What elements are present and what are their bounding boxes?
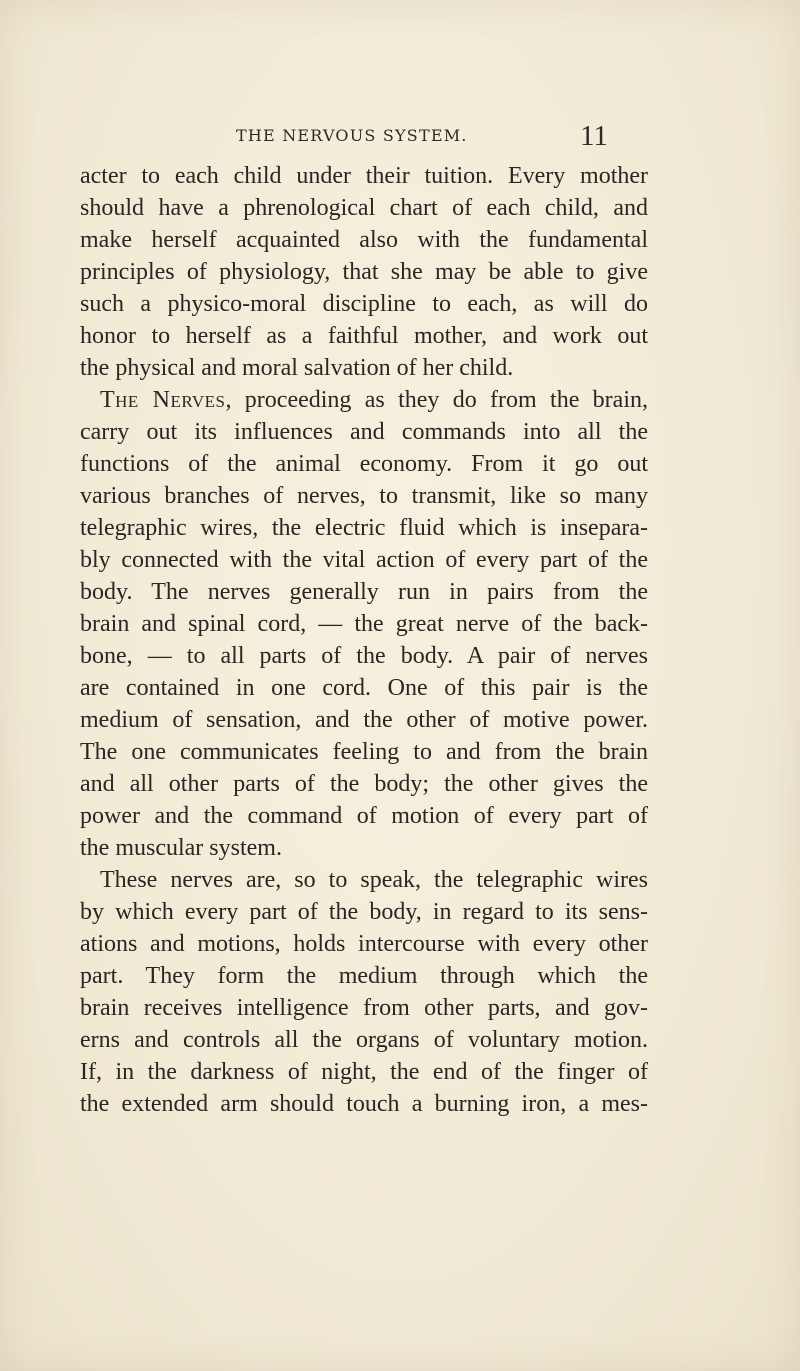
paragraph-start-line: [80, 384, 648, 416]
text-line: brain receives intelligence from other parts, and gov-: [80, 995, 648, 1021]
text-line: the muscular system.: [80, 835, 282, 861]
text-line: are contained in one cord. One of this pair is the: [80, 675, 648, 701]
text-line: bly connected with the vital action of every part of the: [80, 547, 648, 573]
text-line: body. The nerves generally run in pairs from the: [80, 579, 648, 605]
text-line: erns and controls all the organs of voluntary motion.: [80, 1027, 648, 1053]
text-line: power and the command of motion of every part of: [80, 803, 648, 829]
text-line: and all other parts of the body; the other gives the: [80, 771, 648, 797]
page-number: 11: [580, 120, 608, 152]
text-fragment: , proceeding as they do from the brain,: [225, 387, 648, 413]
text-line: bone, — to all parts of the body. A pair of nerves: [80, 643, 648, 669]
text-line: If, in the darkness of night, the end of the finger of: [80, 1059, 648, 1085]
text-line: by which every part of the body, in regard to its sens-: [80, 899, 648, 925]
text-line: carry out its influences and commands into all the: [80, 419, 648, 445]
text-line: make herself acquainted also with the fundamental: [80, 227, 648, 253]
text-line: ations and motions, holds intercourse with every other: [80, 931, 648, 957]
text-line: principles of physiology, that she may be able to give: [80, 259, 648, 285]
text-line: functions of the animal economy. From it go out: [80, 451, 648, 477]
text-line: the extended arm should touch a burning iron, a mes-: [80, 1091, 648, 1117]
running-title: THE NERVOUS SYSTEM.: [236, 126, 468, 145]
text-line: various branches of nerves, to transmit, like so many: [80, 483, 648, 509]
text-line: The one communicates feeling to and from the brain: [80, 739, 648, 765]
running-head: [0, 112, 800, 152]
text-line: honor to herself as a faithful mother, and work out: [80, 323, 648, 349]
text-line: brain and spinal cord, — the great nerve of the back-: [80, 611, 648, 637]
text-line: the physical and moral salvation of her child.: [80, 355, 514, 381]
section-heading: The Nerves: [100, 387, 226, 413]
body-text: [80, 160, 648, 1120]
text-line: part. They form the medium through which the: [80, 963, 648, 989]
text-line: medium of sensation, and the other of motive power.: [80, 707, 648, 733]
text-line: acter to each child under their tuition. Every mother: [80, 163, 648, 189]
text-line: These nerves are, so to speak, the telegraphic wires: [100, 867, 648, 893]
text-line: should have a phrenological chart of each child, and: [80, 195, 648, 221]
text-line: such a physico-moral discipline to each, as will do: [80, 291, 648, 317]
text-line: telegraphic wires, the electric fluid which is insepara-: [80, 515, 648, 541]
